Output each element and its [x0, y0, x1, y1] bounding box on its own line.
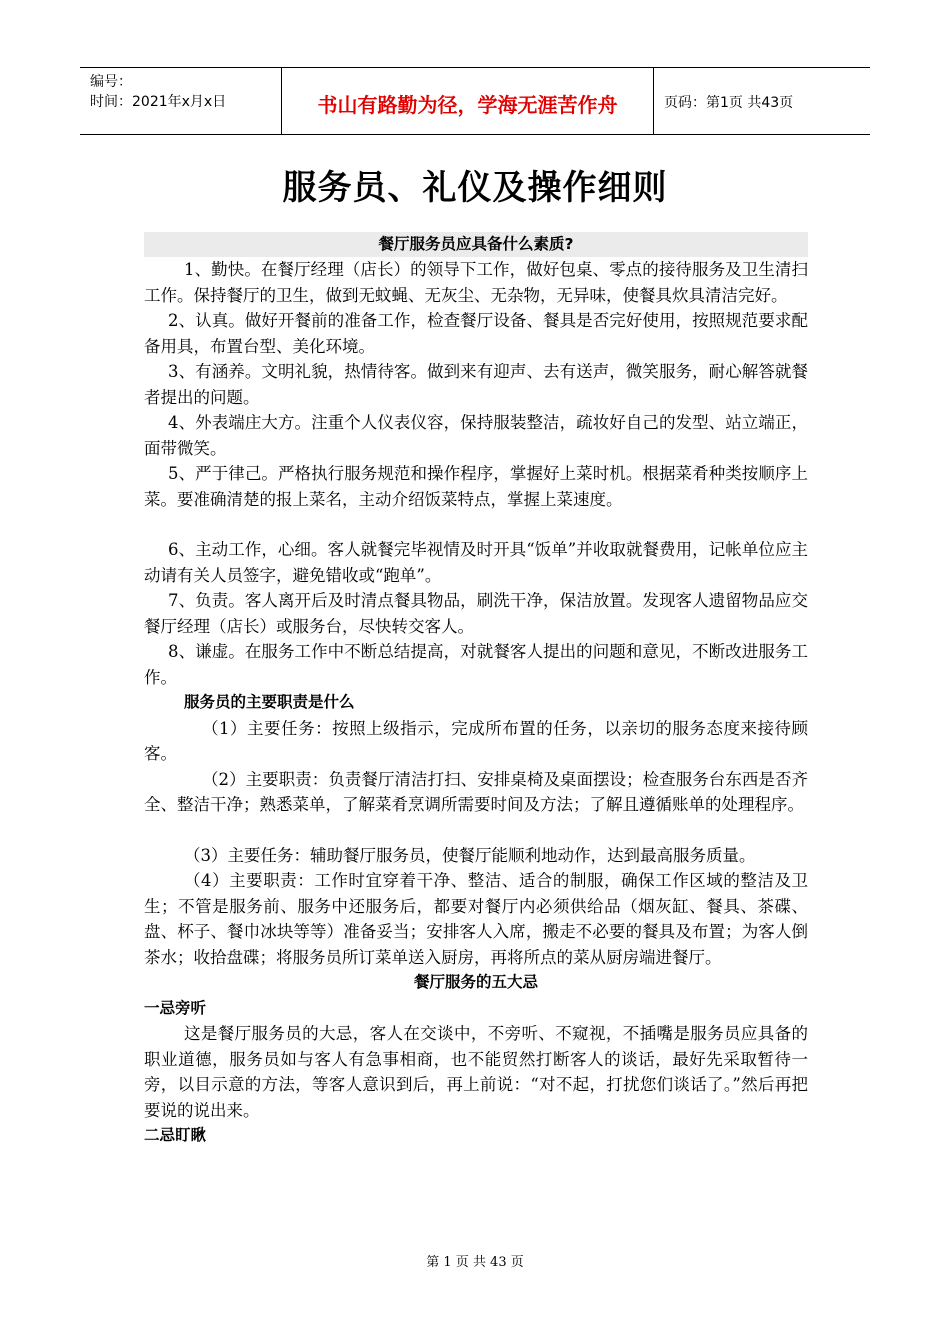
number-label: 编号：	[90, 74, 132, 90]
paragraph: 4、外表端庄大方。注重个人仪表仪容，保持服装整洁，疏妆好自己的发型、站立端正，面带微笑。	[144, 413, 808, 458]
paragraph: 2、认真。做好开餐前的准备工作，检查餐厅设备、餐具是否完好使用，按照规范要求配备用具，布置台型、美化环境。	[144, 311, 808, 356]
header-page-info: 页码：第1页 共43页	[664, 95, 794, 111]
paragraph: （3）主要任务：辅助餐厅服务员，使餐厅能顺利地动作，达到最高服务质量。	[184, 845, 756, 865]
paragraph: （2）主要职责：负责餐厅清洁打扫、安排桌椅及桌面摆设；检查服务台东西是否齐全、整洁干净；熟悉菜单，了解菜肴烹调所需要时间及方法；了解且遵循账单的处理程序。	[144, 769, 808, 814]
subheading-taboo-2: 二忌盯瞅	[144, 1126, 207, 1144]
paragraph: （1）主要任务：按照上级指示，完成所布置的任务，以亲切的服务态度来接待顾客。	[144, 718, 808, 763]
document-title: 服务员、礼仪及操作细则	[282, 168, 668, 208]
page-header	[80, 67, 870, 135]
paragraph: 6、主动工作，心细。客人就餐完毕视情及时开具“饭单”并收取就餐费用，记帐单位应主动请有关人员签字，避免错收或“跑单”。	[144, 540, 808, 585]
section-heading-taboos: 餐厅服务的五大忌	[413, 973, 538, 991]
page-footer: 第 1 页 共 43 页	[426, 1255, 524, 1270]
paragraph: 8、谦虚。在服务工作中不断总结提高，对就餐客人提出的问题和意见，不断改进服务工作。	[144, 642, 808, 687]
spacer	[144, 512, 808, 537]
paragraph: （4）主要职责：工作时宜穿着干净、整洁、适合的制服，确保工作区域的整洁及卫生；不管是服务前、服务中还服务后，都要对餐厅内必须供给品（烟灰缸、餐具、茶碟、盘、杯子、餐巾冰块等等）准备妥当；安排客人入席，搬走不必要的餐具及布置；为客人倒茶水；收拾盘碟；将服务员所订菜单送入厨房，再将所点的菜从厨房端进餐厅。	[144, 871, 808, 967]
paragraph: 1、勤快。在餐厅经理（店长）的领导下工作，做好包桌、零点的接待服务及卫生清扫工作。保持餐厅的卫生，做到无蚊蝇、无灰尘、无杂物，无异味，使餐具炊具清洁完好。	[144, 260, 808, 305]
document-body	[144, 232, 808, 1149]
paragraph: 5、严于律己。严格执行服务规范和操作程序，掌握好上菜时机。根据菜肴种类按顺序上菜。要准确清楚的报上菜名，主动介绍饭菜特点，掌握上菜速度。	[144, 464, 808, 509]
header-meta	[80, 68, 282, 134]
section-heading-duties: 服务员的主要职责是什么	[184, 693, 355, 711]
paragraph: 这是餐厅服务员的大忌，客人在交谈中，不旁听、不窥视，不插嘴是服务员应具备的职业道德，服务员如与客人有急事相商，也不能贸然打断客人的谈话，最好先采取暂待一旁，以目示意的方法，等客人意识到后，再上前说：“对不起，打扰您们谈话了。”然后再把要说的说出来。	[144, 1024, 808, 1120]
header-motto: 书山有路勤为径，学海无涯苦作舟	[282, 68, 654, 134]
time-label: 时间：2021年x月x日	[90, 94, 227, 110]
paragraph: 3、有涵养。文明礼貌，热情待客。做到来有迎声、去有送声，微笑服务，耐心解答就餐者提出的问题。	[144, 362, 808, 407]
spacer	[144, 818, 808, 843]
subheading-taboo-1: 一忌旁听	[144, 998, 207, 1017]
section-heading-qualities: 餐厅服务员应具备什么素质?	[144, 232, 808, 257]
paragraph: 7、负责。客人离开后及时清点餐具物品，刷洗干净，保洁放置。发现客人遗留物品应交餐厅经理（店长）或服务台，尽快转交客人。	[144, 591, 808, 636]
